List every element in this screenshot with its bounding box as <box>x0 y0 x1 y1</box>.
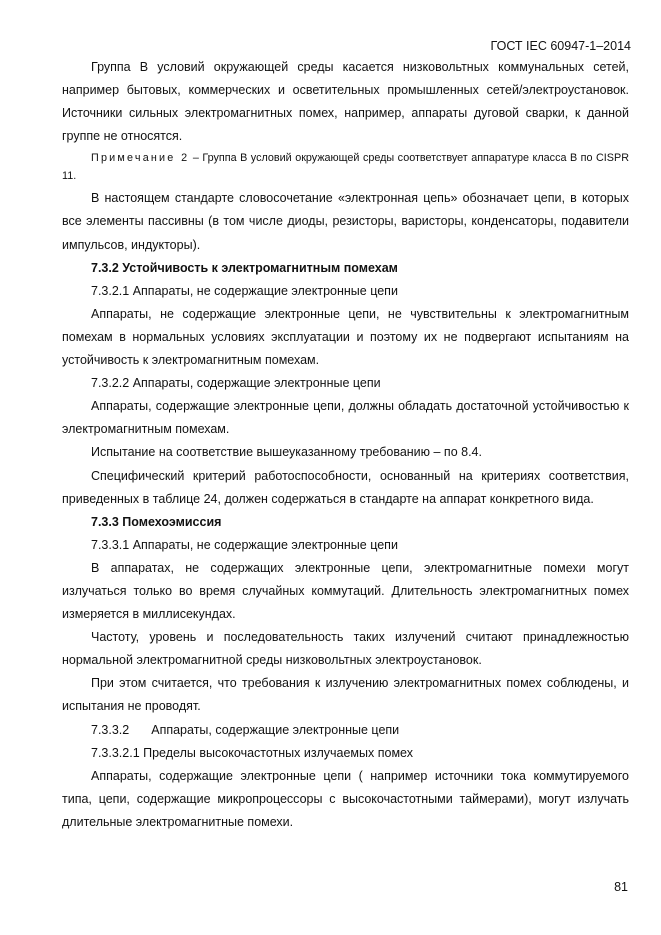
subheading-7-3-3-1: 7.3.3.1 Аппараты, не содержащие электронные цепи <box>91 537 398 552</box>
note-text: – Группа B условий окружающей среды соответствует аппаратуре класса B по CISPR 11. <box>62 152 630 183</box>
paragraph-group-b: Группа B условий окружающей среды касается низковольтных коммунальных сетей, например бытовых, коммерческих и осветительных промышленных сетей/электроустановок. Источники сильных электромагнитных помех, например, аппараты дуговой сварки, к данной группе не относятся. <box>62 60 629 144</box>
section-title: Аппараты, содержащие электронные цепи <box>151 722 400 737</box>
paragraph-continuous-emission: Аппараты, содержащие электронные цепи ( например источники тока коммутируемого типа, цепи, содержащие микропроцессоры с высокочастотными таймерами), могут излучать длительные электромагнитные помехи. <box>62 768 629 829</box>
paragraph-not-sensitive: Аппараты, не содержащие электронные цепи, не чувствительны к электромагнитным помехам в нормальных условиях эксплуатации и поэтому их не подвергают испытаниям на устойчивость к электромагнитным помехам. <box>62 306 629 368</box>
subheading-7-3-2-1: 7.3.2.1 Аппараты, не содержащие электронные цепи <box>91 283 398 298</box>
paragraph-immunity: Аппараты, содержащие электронные цепи, должны обладать достаточной устойчивостью к электромагнитным помехам. <box>62 399 629 437</box>
paragraph-requirements-met: При этом считается, что требования к излучению электромагнитных помех соблюдены, и испытания не проводят. <box>62 676 629 714</box>
paragraph-test-reference: Испытание на соответствие вышеуказанному требованию – по 8.4. <box>91 445 482 460</box>
page-number: 81 <box>614 880 628 894</box>
paragraph-frequency-level: Частоту, уровень и последовательность таких излучений считают принадлежностью нормальной электромагнитной среды низковольтных электроустановок. <box>62 630 629 668</box>
paragraph-performance-criterion: Специфический критерий работоспособности, основанный на критериях соответствия, приведенных в таблице 24, должен содержаться в стандарте на аппарат конкретного вида. <box>62 468 629 506</box>
section-number: 7.3.3.2 <box>91 722 130 737</box>
page-body <box>62 56 629 834</box>
paragraph-electronic-circuit: В настоящем стандарте словосочетание «электронная цепь» обозначает цепи, в которых все элементы пассивны (в том числе диоды, резисторы, варисторы, конденсаторы, подавители импульсов, индукторы). <box>62 191 629 252</box>
subheading-7-3-2-2: 7.3.2.2 Аппараты, содержащие электронные цепи <box>91 376 381 391</box>
note-2 <box>62 149 629 185</box>
paragraph-switching-emission: В аппаратах, не содержащих электронные цепи, электромагнитные помехи могут излучаться только во время случайных коммутаций. Длительность электромагнитных помех измеряется в миллисекундах. <box>62 560 629 622</box>
subheading-7-3-3-2-1: 7.3.3.2.1 Пределы высокочастотных излучаемых помех <box>91 745 413 760</box>
heading-7-3-2: 7.3.2 Устойчивость к электромагнитным помехам <box>91 260 398 275</box>
document-code: ГОСТ IEC 60947-1–2014 <box>490 39 631 53</box>
note-label: Примечание 2 <box>91 152 190 165</box>
subheading-7-3-3-2 <box>62 719 629 742</box>
heading-7-3-3: 7.3.3 Помехоэмиссия <box>91 514 222 529</box>
